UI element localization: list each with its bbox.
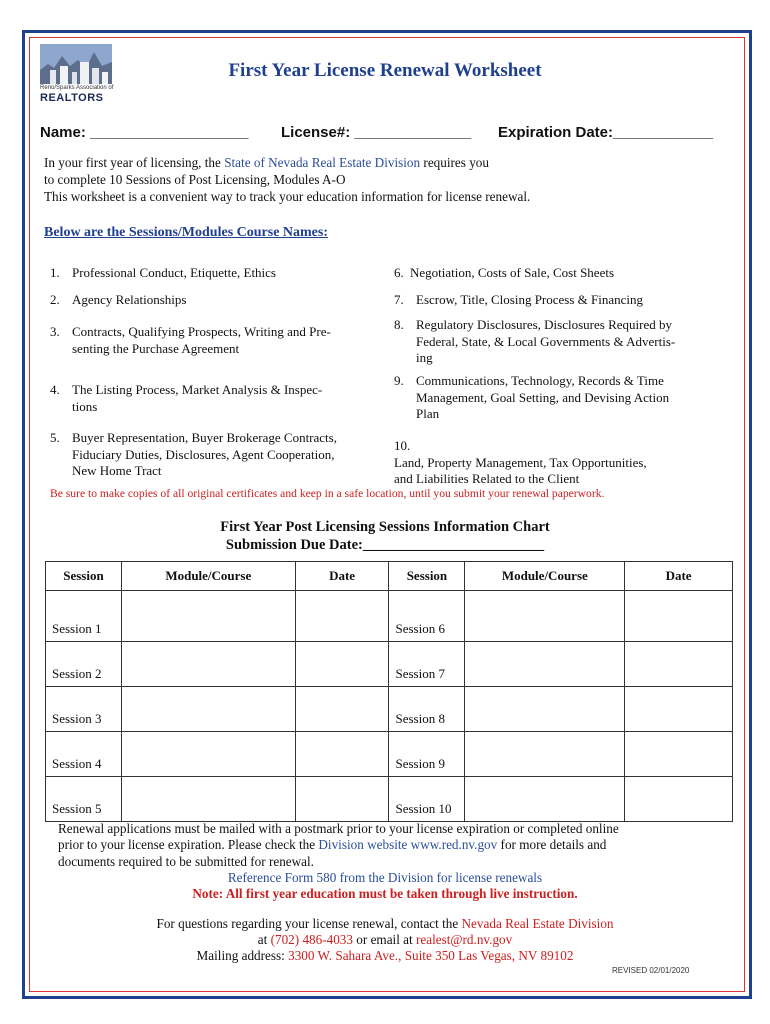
column-header: Date	[295, 562, 389, 591]
sessions-chart-heading	[0, 518, 770, 554]
contact-text: or email at	[353, 932, 416, 947]
module-number: 9.	[394, 373, 404, 388]
module-cell[interactable]	[121, 777, 295, 822]
name-field[interactable]: Name: ___________________	[40, 124, 249, 141]
module-text: Escrow, Title, Closing Process & Financing	[416, 292, 644, 307]
phone-email-line	[0, 932, 770, 948]
date-cell[interactable]	[295, 642, 389, 687]
session-label: Session 4	[46, 732, 122, 777]
session-label: Session 1	[46, 591, 122, 642]
module-number: 3.	[50, 324, 60, 339]
module-cell[interactable]	[465, 687, 625, 732]
renewal-instructions	[58, 821, 738, 870]
modules-heading: Below are the Sessions/Modules Course Names:	[44, 225, 329, 240]
email-link[interactable]: realest@rd.nv.gov	[415, 932, 513, 947]
copies-warning: Be sure to make copies of all original certificates and keep in a safe location, until you submit your renewal paperwork.	[50, 487, 605, 500]
module-number: 8.	[394, 317, 404, 332]
session-label: Session 6	[389, 591, 465, 642]
module-number: 5.	[50, 430, 60, 445]
session-label: Session 10	[389, 777, 465, 822]
module-text: Agency Relationships	[72, 292, 187, 307]
mailing-address: 3300 W. Sahara Ave., Suite 350 Las Vegas, NV 89102	[288, 948, 574, 963]
module-text: Negotiation, Costs of Sale, Cost Sheets	[410, 265, 615, 280]
contact-text: at	[257, 932, 271, 947]
instructions-text: prior to your license expiration. Please check the	[58, 837, 319, 853]
sessions-table	[45, 561, 733, 822]
date-cell[interactable]	[295, 591, 389, 642]
module-number: 4.	[50, 382, 60, 397]
module-number: 7.	[394, 292, 404, 307]
table-row	[46, 777, 733, 822]
contact-line	[0, 916, 770, 932]
module-text: Buyer Representation, Buyer Brokerage Contracts, Fiduciary Duties, Disclosures, Agent Cooperation, New Home Tract	[72, 430, 337, 478]
form-580-reference[interactable]: Reference Form 580 from the Division for license renewals	[227, 870, 543, 885]
table-row	[46, 732, 733, 777]
date-cell[interactable]	[625, 687, 733, 732]
division-link[interactable]: State of Nevada Real Estate Division	[224, 155, 421, 170]
intro-text: In your first year of licensing, the	[44, 155, 225, 170]
column-header: Module/Course	[121, 562, 295, 591]
module-cell[interactable]	[121, 591, 295, 642]
table-header-row	[46, 562, 733, 591]
sessions-chart-title: First Year Post Licensing Sessions Information Chart	[220, 519, 550, 535]
session-label: Session 8	[389, 687, 465, 732]
module-text: The Listing Process, Market Analysis & Inspec- tions	[72, 382, 323, 414]
module-text: Communications, Technology, Records & Time Management, Goal Setting, and Devising Action Plan	[416, 373, 670, 421]
table-row	[46, 642, 733, 687]
instructions-line-3: documents required to be submitted for renewal.	[58, 853, 314, 869]
page-title: First Year License Renewal Worksheet	[228, 60, 542, 81]
module-number: 2.	[50, 292, 60, 307]
instructions-text: for more details and	[497, 837, 607, 853]
date-cell[interactable]	[625, 732, 733, 777]
division-website-link[interactable]: Division website www.red.nv.gov	[318, 837, 498, 853]
table-row	[46, 687, 733, 732]
nred-link[interactable]: Nevada Real Estate Division	[461, 916, 614, 931]
phone-number[interactable]: (702) 486-4033	[270, 932, 353, 947]
column-header: Date	[625, 562, 733, 591]
date-cell[interactable]	[625, 642, 733, 687]
revision-date: REVISED 02/01/2020	[612, 966, 690, 975]
session-label: Session 9	[389, 732, 465, 777]
session-label: Session 5	[46, 777, 122, 822]
mailing-label: Mailing address:	[196, 948, 289, 963]
session-label: Session 2	[46, 642, 122, 687]
session-label: Session 7	[389, 642, 465, 687]
module-cell[interactable]	[121, 642, 295, 687]
date-cell[interactable]	[295, 732, 389, 777]
submission-due-date[interactable]: Submission Due Date:_________________________	[225, 537, 545, 553]
date-cell[interactable]	[295, 777, 389, 822]
instructions-line-1: Renewal applications must be mailed with a postmark prior to your license expiration or completed online	[58, 821, 619, 836]
module-cell[interactable]	[121, 732, 295, 777]
mailing-address-line	[0, 948, 770, 964]
intro-line-2: to complete 10 Sessions of Post Licensing, Modules A-O	[44, 172, 346, 187]
module-cell[interactable]	[465, 642, 625, 687]
date-cell[interactable]	[625, 591, 733, 642]
module-cell[interactable]	[465, 732, 625, 777]
module-number: 10.	[394, 438, 411, 453]
intro-paragraph	[44, 154, 530, 205]
table-row	[46, 591, 733, 642]
logo-org-line: Reno/Sparks Association of	[40, 85, 114, 91]
expiration-field[interactable]: Expiration Date:____________	[498, 124, 714, 141]
date-cell[interactable]	[295, 687, 389, 732]
module-cell[interactable]	[465, 777, 625, 822]
intro-line-3: This worksheet is a convenient way to track your education information for license renewal.	[44, 189, 531, 204]
column-header: Session	[389, 562, 465, 591]
session-label: Session 3	[46, 687, 122, 732]
contact-text: For questions regarding your license renewal, contact the	[156, 916, 462, 931]
logo-brand: REALTORS	[40, 92, 104, 104]
module-cell[interactable]	[121, 687, 295, 732]
module-cell[interactable]	[465, 591, 625, 642]
license-field[interactable]: License#: ______________	[281, 124, 472, 141]
column-header: Session	[46, 562, 122, 591]
live-instruction-note: Note: All first year education must be taken through live instruction.	[192, 886, 578, 901]
module-text: Contracts, Qualifying Prospects, Writing and Pre- senting the Purchase Agreement	[72, 324, 331, 356]
column-header: Module/Course	[465, 562, 625, 591]
date-cell[interactable]	[625, 777, 733, 822]
module-text: Professional Conduct, Etiquette, Ethics	[72, 265, 276, 280]
module-number: 6.	[394, 265, 404, 280]
module-number: 1.	[50, 265, 60, 280]
intro-text: requires you	[420, 155, 489, 170]
module-text: Land, Property Management, Tax Opportunities, and Liabilities Related to the Client	[394, 454, 647, 486]
module-text: Regulatory Disclosures, Disclosures Required by Federal, State, & Local Governments & Advertis- ing	[416, 317, 676, 365]
